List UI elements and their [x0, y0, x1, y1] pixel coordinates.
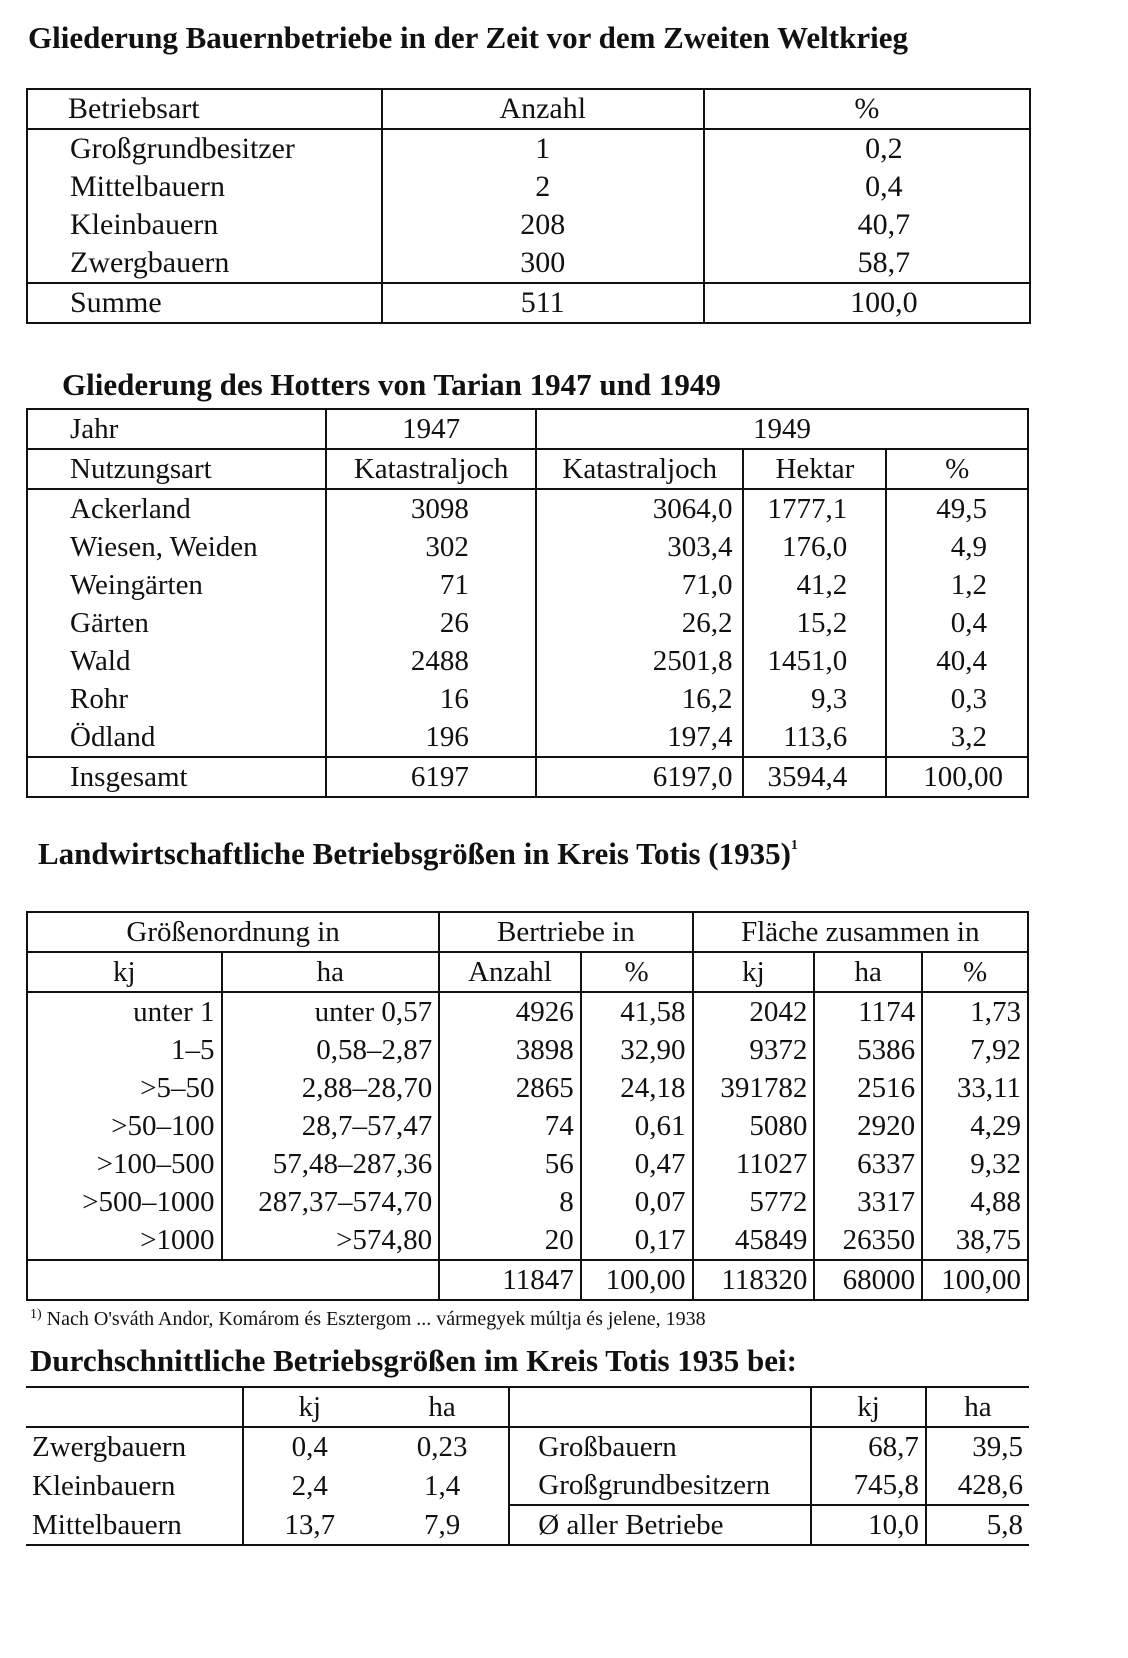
cell: 10,0 [811, 1505, 926, 1545]
cell: 1–5 [171, 1034, 215, 1066]
cell: Summe [27, 283, 382, 323]
table-header-row [27, 449, 1028, 489]
cell: 45849 [693, 1221, 815, 1260]
footnote-marker: 1 [790, 838, 798, 853]
group-header: Bertriebe in [439, 912, 692, 952]
cell: 24,18 [581, 1069, 693, 1107]
col-header: % [704, 89, 1030, 129]
group-header: Größenordnung in [27, 912, 439, 952]
col-header: Anzahl [439, 952, 581, 992]
table-row [27, 1031, 1028, 1069]
col-header [509, 1387, 811, 1427]
col-header: ha [926, 1387, 1029, 1427]
cell: 3064,0 [536, 489, 744, 528]
cell: 0,61 [581, 1107, 693, 1145]
year-header: 1947 [326, 409, 536, 449]
cell: 1 [382, 129, 704, 168]
cell: 0,23 [416, 1431, 468, 1463]
cell: 2865 [439, 1069, 581, 1107]
cell: Großbauern [509, 1427, 811, 1466]
cell: 208 [382, 206, 704, 244]
year-header: 1949 [536, 409, 1028, 449]
cell: Insgesamt [27, 757, 326, 797]
table-row [27, 566, 1028, 604]
cell: 0,2 [704, 129, 1030, 168]
table-total-row [27, 1260, 1028, 1300]
cell: 196 [326, 718, 536, 757]
cell: >574,80 [222, 1221, 440, 1260]
cell: unter 0,57 [222, 992, 440, 1031]
col-header: % [886, 449, 1028, 489]
col-header: Katastraljoch [326, 449, 536, 489]
cell: 0,4 [886, 604, 1028, 642]
cell: 0,4 [243, 1427, 376, 1466]
col-header: Hektar [743, 449, 886, 489]
cell: 7,92 [922, 1031, 1028, 1069]
cell: 1,2 [886, 566, 1028, 604]
cell: 1777,1 [743, 489, 886, 528]
cell: 0,3 [886, 680, 1028, 718]
cell: 3098 [326, 489, 536, 528]
cell: unter 1 [133, 996, 215, 1028]
cell: 2516 [814, 1069, 922, 1107]
table-total-row [27, 283, 1030, 323]
cell: Ackerland [70, 493, 191, 525]
cell: 0,58–2,87 [222, 1031, 440, 1069]
cell: 428,6 [926, 1466, 1029, 1505]
table-row [27, 206, 1030, 244]
table-row [27, 604, 1028, 642]
table-row [27, 489, 1028, 528]
table-row [26, 1505, 1029, 1545]
table-total-row [27, 757, 1028, 797]
col-header: % [922, 952, 1028, 992]
cell: 4926 [439, 992, 581, 1031]
cell: 49,5 [886, 489, 1028, 528]
cell: 197,4 [536, 718, 744, 757]
cell: 26 [326, 604, 536, 642]
table4-durchschnitt [26, 1386, 1029, 1546]
cell: Zwergbauern [32, 1431, 187, 1463]
col-header: ha [376, 1387, 509, 1427]
cell: Rohr [70, 683, 128, 715]
cell: >1000 [140, 1224, 215, 1256]
cell: 8 [439, 1183, 581, 1221]
cell: 5080 [693, 1107, 815, 1145]
cell: 40,7 [704, 206, 1030, 244]
table-header-row [27, 952, 1028, 992]
table-row [27, 680, 1028, 718]
col-header: Nutzungsart [27, 449, 326, 489]
cell: 6197 [326, 757, 536, 797]
cell: 74 [439, 1107, 581, 1145]
col-header: % [581, 952, 693, 992]
cell: 2920 [814, 1107, 922, 1145]
footnote-text: Nach O'sváth Andor, Komárom és Esztergom ... vármegyek múltja és jelene, 1938 [46, 1308, 706, 1330]
table1-bauernbetriebe [26, 88, 1031, 324]
cell: 40,4 [886, 642, 1028, 680]
cell: 1451,0 [743, 642, 886, 680]
table-row [26, 1466, 1029, 1505]
cell: Mittelbauern [32, 1508, 182, 1541]
cell: 5386 [814, 1031, 922, 1069]
cell: 100,0 [704, 283, 1030, 323]
cell: 0,47 [581, 1145, 693, 1183]
cell: Großgrundbesitzern [509, 1466, 811, 1505]
cell: 176,0 [743, 528, 886, 566]
cell: 302 [326, 528, 536, 566]
cell: 2501,8 [536, 642, 744, 680]
cell: 68,7 [811, 1427, 926, 1466]
cell: 3317 [814, 1183, 922, 1221]
cell: 39,5 [926, 1427, 1029, 1466]
col-header: ha [814, 952, 922, 992]
cell: 56 [439, 1145, 581, 1183]
col-header [26, 1387, 243, 1427]
table-row [27, 1107, 1028, 1145]
cell: 11027 [693, 1145, 815, 1183]
cell: 1,4 [423, 1469, 461, 1502]
cell: >100–500 [96, 1148, 215, 1180]
cell: 0,4 [704, 168, 1030, 206]
table-row [27, 992, 1028, 1031]
footnote-mark: 1) [30, 1307, 42, 1322]
col-header: ha [222, 952, 440, 992]
group-header: Fläche zusammen in [693, 912, 1028, 952]
cell: >500–1000 [82, 1186, 215, 1218]
cell: 1,73 [922, 992, 1028, 1031]
cell: Kleinbauern [32, 1469, 176, 1502]
col-header: kj [243, 1387, 376, 1427]
cell: Kleinbauern [70, 208, 219, 241]
cell: 4,9 [886, 528, 1028, 566]
cell: 41,2 [743, 566, 886, 604]
cell: 58,7 [704, 244, 1030, 283]
col-header: Betriebsart [27, 89, 382, 129]
cell: 4,88 [922, 1183, 1028, 1221]
cell: 2 [382, 168, 704, 206]
table-year-row [27, 409, 1028, 449]
cell: 300 [382, 244, 704, 283]
cell: Wald [70, 645, 131, 677]
table4-title: Durchschnittliche Betriebsgrößen im Kreis Totis 1935 bei: [30, 1343, 797, 1378]
cell: 2,4 [243, 1466, 376, 1505]
table-row [27, 1145, 1028, 1183]
cell: 6197,0 [536, 757, 744, 797]
cell: 20 [439, 1221, 581, 1260]
col-header: kj [27, 952, 222, 992]
table-row [27, 129, 1030, 168]
cell: 13,7 [243, 1505, 376, 1545]
table3-betriebsgroessen [26, 911, 1029, 1301]
table-header-row [26, 1387, 1029, 1427]
cell: 303,4 [536, 528, 744, 566]
cell [27, 1260, 439, 1300]
table-row [27, 718, 1028, 757]
cell: 113,6 [743, 718, 886, 757]
cell: 28,7–57,47 [222, 1107, 440, 1145]
cell: 38,75 [922, 1221, 1028, 1260]
cell: 118320 [693, 1260, 815, 1300]
cell: 68000 [814, 1260, 922, 1300]
cell: >5–50 [140, 1072, 215, 1104]
cell: 57,48–287,36 [222, 1145, 440, 1183]
cell: Ø aller Betriebe [509, 1505, 811, 1545]
table2-hotter-tarian [26, 408, 1029, 798]
col-header: Anzahl [382, 89, 704, 129]
cell: 100,00 [886, 757, 1028, 797]
cell: 1174 [814, 992, 922, 1031]
table-group-header-row [27, 912, 1028, 952]
cell: 16 [326, 680, 536, 718]
cell: 5772 [693, 1183, 815, 1221]
cell: 511 [382, 283, 704, 323]
table3-footnote [30, 1308, 706, 1331]
cell: 33,11 [922, 1069, 1028, 1107]
cell: Weingärten [70, 569, 203, 601]
cell: 0,07 [581, 1183, 693, 1221]
table-row [27, 528, 1028, 566]
table-row [27, 1069, 1028, 1107]
table1-title: Gliederung Bauernbetriebe in der Zeit vor dem Zweiten Weltkrieg [28, 20, 908, 55]
cell: 32,90 [581, 1031, 693, 1069]
table-header-row [27, 89, 1030, 129]
cell: 41,58 [581, 992, 693, 1031]
cell: 26,2 [536, 604, 744, 642]
cell: 2,88–28,70 [222, 1069, 440, 1107]
row-label: Jahr [27, 409, 326, 449]
cell: 9372 [693, 1031, 815, 1069]
table3-title [38, 836, 798, 872]
table-row [27, 642, 1028, 680]
cell: 16,2 [536, 680, 744, 718]
cell: Großgrundbesitzer [70, 132, 295, 165]
cell: 5,8 [926, 1505, 1029, 1545]
cell: 6337 [814, 1145, 922, 1183]
col-header: kj [811, 1387, 926, 1427]
cell: 9,32 [922, 1145, 1028, 1183]
cell: Gärten [70, 607, 149, 639]
cell: 3594,4 [743, 757, 886, 797]
cell: 26350 [814, 1221, 922, 1260]
col-header: kj [693, 952, 815, 992]
cell: >50–100 [111, 1110, 215, 1142]
cell: 3,2 [886, 718, 1028, 757]
cell: 100,00 [922, 1260, 1028, 1300]
cell: 7,9 [423, 1508, 461, 1541]
table-row [27, 1183, 1028, 1221]
cell: 745,8 [811, 1466, 926, 1505]
table-row [27, 1221, 1028, 1260]
cell: Wiesen, Weiden [70, 531, 258, 563]
table2-title: Gliederung des Hotters von Tarian 1947 und 1949 [62, 367, 721, 402]
cell: 4,29 [922, 1107, 1028, 1145]
cell: 71,0 [536, 566, 744, 604]
cell: 287,37–574,70 [222, 1183, 440, 1221]
cell: Zwergbauern [70, 246, 230, 279]
cell: 2042 [693, 992, 815, 1031]
cell: 71 [326, 566, 536, 604]
cell: 15,2 [743, 604, 886, 642]
cell: Mittelbauern [70, 170, 225, 203]
cell: 100,00 [581, 1260, 693, 1300]
table3-title-text: Landwirtschaftliche Betriebsgrößen in Kreis Totis (1935) [38, 836, 791, 871]
cell: 11847 [439, 1260, 581, 1300]
table-row [27, 168, 1030, 206]
cell: 391782 [693, 1069, 815, 1107]
cell: 9,3 [743, 680, 886, 718]
cell: Ödland [70, 721, 156, 753]
table-row [27, 244, 1030, 283]
cell: 2488 [326, 642, 536, 680]
cell: 3898 [439, 1031, 581, 1069]
table-row [26, 1427, 1029, 1466]
col-header: Katastraljoch [536, 449, 744, 489]
cell: 0,17 [581, 1221, 693, 1260]
